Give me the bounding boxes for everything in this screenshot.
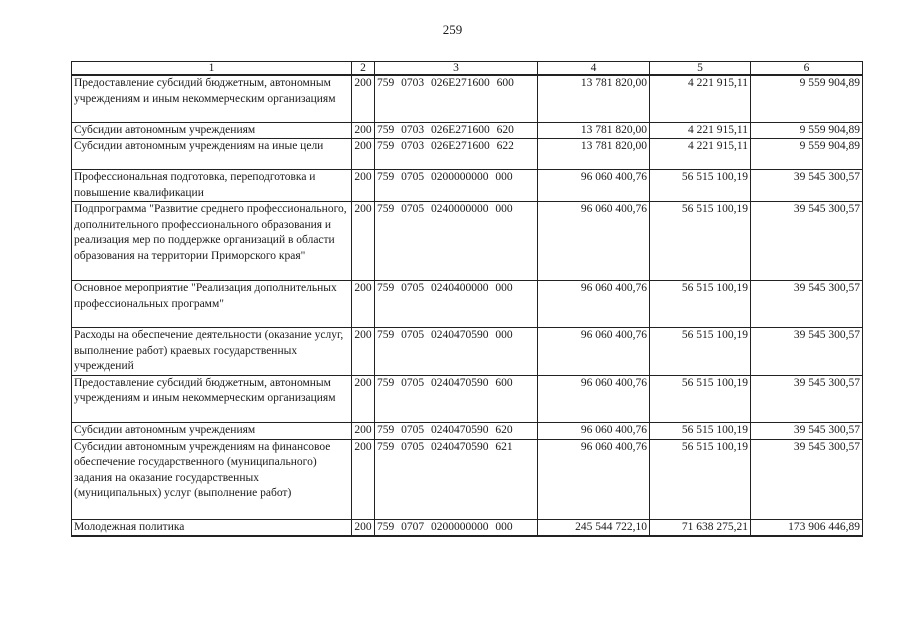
amount-col6: 39 545 300,57 bbox=[751, 281, 863, 328]
amount-col6: 39 545 300,57 bbox=[751, 170, 863, 202]
table-row bbox=[72, 375, 863, 422]
amount-col4: 96 060 400,76 bbox=[538, 375, 650, 422]
amount-col6: 9 559 904,89 bbox=[751, 122, 863, 139]
header-cell: 5 bbox=[650, 62, 751, 76]
budget-classification: 759 0707 0200000000 000 bbox=[375, 519, 538, 536]
admin-code: 200 bbox=[352, 375, 375, 422]
header-row bbox=[72, 62, 863, 76]
budget-classification: 759 0703 026E271600 620 bbox=[375, 122, 538, 139]
amount-col4: 96 060 400,76 bbox=[538, 170, 650, 202]
amount-col4: 96 060 400,76 bbox=[538, 202, 650, 281]
budget-classification: 759 0705 0240470590 000 bbox=[375, 328, 538, 376]
amount-col5: 56 515 100,19 bbox=[650, 202, 751, 281]
amount-col4: 96 060 400,76 bbox=[538, 281, 650, 328]
header-cell: 2 bbox=[352, 62, 375, 76]
table-row bbox=[72, 75, 863, 122]
table-row bbox=[72, 328, 863, 376]
admin-code: 200 bbox=[352, 122, 375, 139]
admin-code: 200 bbox=[352, 139, 375, 170]
amount-col6: 39 545 300,57 bbox=[751, 375, 863, 422]
table-row bbox=[72, 122, 863, 139]
amount-col5: 56 515 100,19 bbox=[650, 328, 751, 376]
table-row bbox=[72, 170, 863, 202]
header-cell: 4 bbox=[538, 62, 650, 76]
amount-col6: 39 545 300,57 bbox=[751, 439, 863, 519]
admin-code: 200 bbox=[352, 439, 375, 519]
budget-classification: 759 0705 0240400000 000 bbox=[375, 281, 538, 328]
amount-col5: 56 515 100,19 bbox=[650, 375, 751, 422]
table-row bbox=[72, 422, 863, 439]
amount-col5: 4 221 915,11 bbox=[650, 75, 751, 122]
header-cell: 6 bbox=[751, 62, 863, 76]
amount-col6: 39 545 300,57 bbox=[751, 202, 863, 281]
item-name: Молодежная политика bbox=[72, 519, 352, 536]
item-name: Расходы на обеспечение деятельности (оказание услуг, выполнение работ) краевых государственных учреждений bbox=[72, 328, 352, 376]
budget-classification: 759 0703 026E271600 622 bbox=[375, 139, 538, 170]
budget-classification: 759 0703 026E271600 600 bbox=[375, 75, 538, 122]
admin-code: 200 bbox=[352, 328, 375, 376]
item-name: Субсидии автономным учреждениям на иные цели bbox=[72, 139, 352, 170]
amount-col6: 39 545 300,57 bbox=[751, 422, 863, 439]
admin-code: 200 bbox=[352, 281, 375, 328]
item-name: Основное мероприятие "Реализация дополнительных профессиональных программ" bbox=[72, 281, 352, 328]
item-name: Предоставление субсидий бюджетным, автономным учреждениям и иным некоммерческим организациям bbox=[72, 375, 352, 422]
budget-classification: 759 0705 0240470590 600 bbox=[375, 375, 538, 422]
amount-col4: 245 544 722,10 bbox=[538, 519, 650, 536]
admin-code: 200 bbox=[352, 519, 375, 536]
amount-col5: 56 515 100,19 bbox=[650, 422, 751, 439]
amount-col4: 96 060 400,76 bbox=[538, 422, 650, 439]
table-row bbox=[72, 202, 863, 281]
amount-col6: 173 906 446,89 bbox=[751, 519, 863, 536]
amount-col4: 96 060 400,76 bbox=[538, 328, 650, 376]
amount-col5: 56 515 100,19 bbox=[650, 170, 751, 202]
budget-table bbox=[71, 61, 863, 537]
amount-col5: 56 515 100,19 bbox=[650, 281, 751, 328]
amount-col4: 13 781 820,00 bbox=[538, 75, 650, 122]
page-number: 259 bbox=[442, 22, 463, 37]
amount-col6: 39 545 300,57 bbox=[751, 328, 863, 376]
budget-classification: 759 0705 0200000000 000 bbox=[375, 170, 538, 202]
amount-col5: 4 221 915,11 bbox=[650, 139, 751, 170]
table-row bbox=[72, 139, 863, 170]
amount-col5: 71 638 275,21 bbox=[650, 519, 751, 536]
admin-code: 200 bbox=[352, 202, 375, 281]
table-row bbox=[72, 439, 863, 519]
item-name: Субсидии автономным учреждениям bbox=[72, 422, 352, 439]
header-cell: 3 bbox=[375, 62, 538, 76]
header-cell: 1 bbox=[72, 62, 352, 76]
item-name: Субсидии автономным учреждениям bbox=[72, 122, 352, 139]
admin-code: 200 bbox=[352, 422, 375, 439]
table-row bbox=[72, 519, 863, 536]
amount-col6: 9 559 904,89 bbox=[751, 75, 863, 122]
amount-col5: 4 221 915,11 bbox=[650, 122, 751, 139]
admin-code: 200 bbox=[352, 75, 375, 122]
amount-col6: 9 559 904,89 bbox=[751, 139, 863, 170]
budget-classification: 759 0705 0240000000 000 bbox=[375, 202, 538, 281]
item-name: Субсидии автономным учреждениям на финансовое обеспечение государственного (муниципального) задания на оказание государственных (муниципальных) услуг (выполнение работ) bbox=[72, 439, 352, 519]
amount-col4: 13 781 820,00 bbox=[538, 122, 650, 139]
item-name: Профессиональная подготовка, переподготовка и повышение квалификации bbox=[72, 170, 352, 202]
amount-col4: 96 060 400,76 bbox=[538, 439, 650, 519]
budget-classification: 759 0705 0240470590 621 bbox=[375, 439, 538, 519]
table-row bbox=[72, 281, 863, 328]
admin-code: 200 bbox=[352, 170, 375, 202]
budget-classification: 759 0705 0240470590 620 bbox=[375, 422, 538, 439]
amount-col5: 56 515 100,19 bbox=[650, 439, 751, 519]
amount-col4: 13 781 820,00 bbox=[538, 139, 650, 170]
item-name: Предоставление субсидий бюджетным, автономным учреждениям и иным некоммерческим организациям bbox=[72, 75, 352, 122]
item-name: Подпрограмма "Развитие среднего профессионального, дополнительного профессионального образования и реализация мер по поддержке организаций в области образования на территории Приморского края" bbox=[72, 202, 352, 281]
